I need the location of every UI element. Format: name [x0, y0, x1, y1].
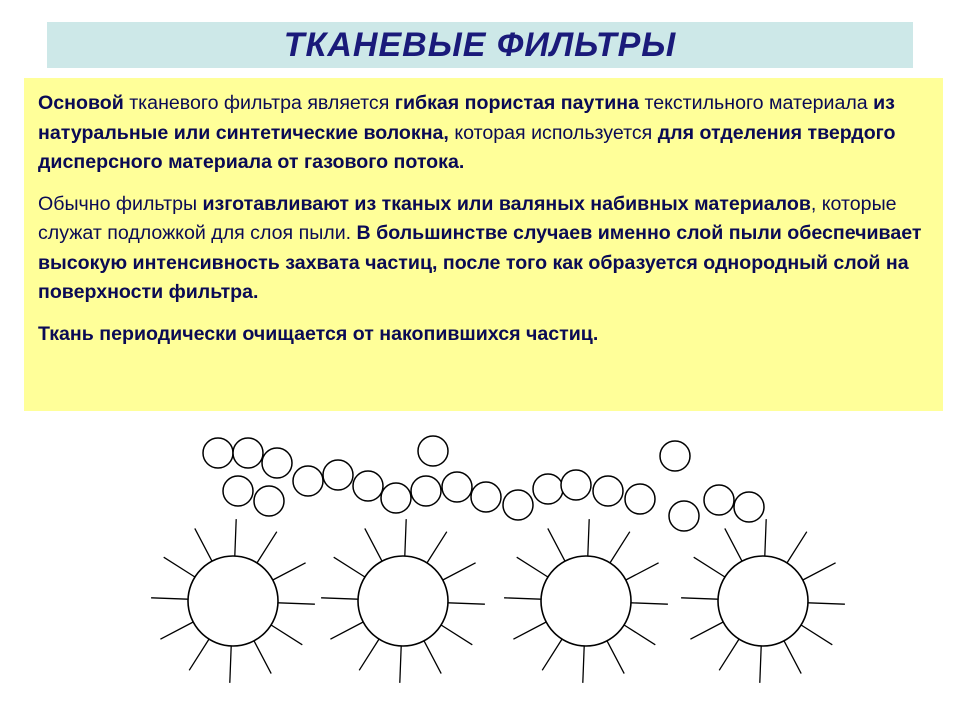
fiber-ray	[424, 641, 441, 674]
fiber-circle	[541, 556, 631, 646]
dust-particle	[223, 476, 253, 506]
dust-particle	[381, 483, 411, 513]
filter-diagram	[130, 428, 860, 718]
fiber-ray	[787, 532, 807, 563]
fiber-ray	[164, 557, 195, 577]
fiber-circle	[188, 556, 278, 646]
fiber-ray	[548, 528, 565, 561]
page-title: ТКАНЕВЫЕ ФИЛЬТРЫ	[283, 25, 677, 64]
fiber-ray	[441, 625, 472, 645]
fiber-ray	[189, 639, 209, 670]
text-segment: текстильного материала	[639, 92, 874, 114]
dust-particle	[593, 476, 623, 506]
text-segment: Обычно фильтры	[38, 192, 203, 215]
fiber-ray	[160, 622, 193, 639]
dust-particle	[734, 492, 764, 522]
fiber-ray	[400, 646, 401, 683]
fiber-ray	[765, 519, 766, 556]
paragraph-2	[38, 190, 929, 308]
fiber-ray	[359, 639, 379, 670]
dust-particle	[203, 438, 233, 468]
fiber-ray	[610, 532, 630, 563]
dust-particle	[323, 460, 353, 490]
fiber-ray	[784, 641, 801, 674]
fiber-ray	[271, 625, 302, 645]
dust-particle	[254, 486, 284, 516]
fiber-ray	[760, 646, 761, 683]
fiber-ray	[694, 557, 725, 577]
fiber-ray	[230, 646, 231, 683]
dust-particle	[233, 438, 263, 468]
fiber-ray	[405, 519, 406, 556]
text-segment: изготавливают из тканых или валяных набивных материалов	[202, 192, 811, 215]
dust-particle	[411, 476, 441, 506]
fiber-ray	[690, 622, 723, 639]
dust-particle	[561, 470, 591, 500]
fiber-ray	[626, 563, 659, 580]
fiber-ray	[151, 598, 188, 599]
text-segment: которая используется	[448, 121, 658, 144]
dust-particle	[418, 436, 448, 466]
dust-particle	[262, 448, 292, 478]
fiber-ray	[513, 622, 546, 639]
fiber-ray	[321, 598, 358, 599]
fiber-ray	[427, 532, 447, 563]
text-segment: Основой	[38, 92, 124, 114]
fiber-ray	[334, 557, 365, 577]
fiber-ray	[542, 639, 562, 670]
dust-particle	[503, 490, 533, 520]
dust-particle	[669, 501, 699, 531]
fiber-ray	[803, 563, 836, 580]
fiber-ray	[443, 563, 476, 580]
text-segment: В большинстве случаев именно слой пыли обеспечивает высокую интенсивность захвата частиц, после того как образуется однородный слой на поверхности фильтра.	[38, 222, 922, 303]
fiber-ray	[719, 639, 739, 670]
fiber-circle	[718, 556, 808, 646]
dust-particle	[625, 484, 655, 514]
fiber-ray	[808, 603, 845, 604]
fiber-ray	[583, 646, 584, 683]
text-segment: для отделения твердого дисперсного материала от газового потока.	[38, 121, 896, 173]
fiber-ray	[681, 598, 718, 599]
fiber-circle	[358, 556, 448, 646]
fiber-ray	[254, 641, 271, 674]
text-box	[24, 78, 943, 411]
dust-particle	[704, 485, 734, 515]
fiber-ray	[365, 528, 382, 561]
fiber-ray	[588, 519, 589, 556]
dust-layer	[203, 436, 764, 531]
dust-particle	[471, 482, 501, 512]
fiber-ray	[330, 622, 363, 639]
paragraph-1	[38, 89, 929, 178]
text-segment: , которые служат подложкой для слоя пыли.	[38, 192, 897, 244]
text-segment: из натуральные или синтетические волокна,	[38, 92, 895, 144]
title-bar	[47, 22, 913, 68]
text-segment: тканевого фильтра является	[123, 92, 395, 114]
text-segment: гибкая пористая паутина	[394, 92, 639, 114]
dust-particle	[533, 474, 563, 504]
fiber-ray	[504, 598, 541, 599]
fiber-layer	[188, 556, 808, 646]
fiber-ray	[278, 603, 315, 604]
fiber-ray	[273, 563, 306, 580]
fiber-ray	[448, 603, 485, 604]
fiber-ray	[235, 519, 236, 556]
paragraph-3	[38, 320, 929, 350]
fiber-ray	[631, 603, 668, 604]
fiber-ray	[257, 532, 277, 563]
fiber-ray	[195, 528, 212, 561]
fiber-ray	[801, 625, 832, 645]
text-segment: Ткань периодически очищается от накопившихся частиц.	[38, 322, 599, 345]
fiber-ray	[607, 641, 624, 674]
dust-particle	[442, 472, 472, 502]
fiber-ray	[624, 625, 655, 645]
dust-particle	[293, 466, 323, 496]
fiber-ray	[725, 528, 742, 561]
dust-particle	[353, 471, 383, 501]
dust-particle	[660, 441, 690, 471]
fiber-ray	[517, 557, 548, 577]
